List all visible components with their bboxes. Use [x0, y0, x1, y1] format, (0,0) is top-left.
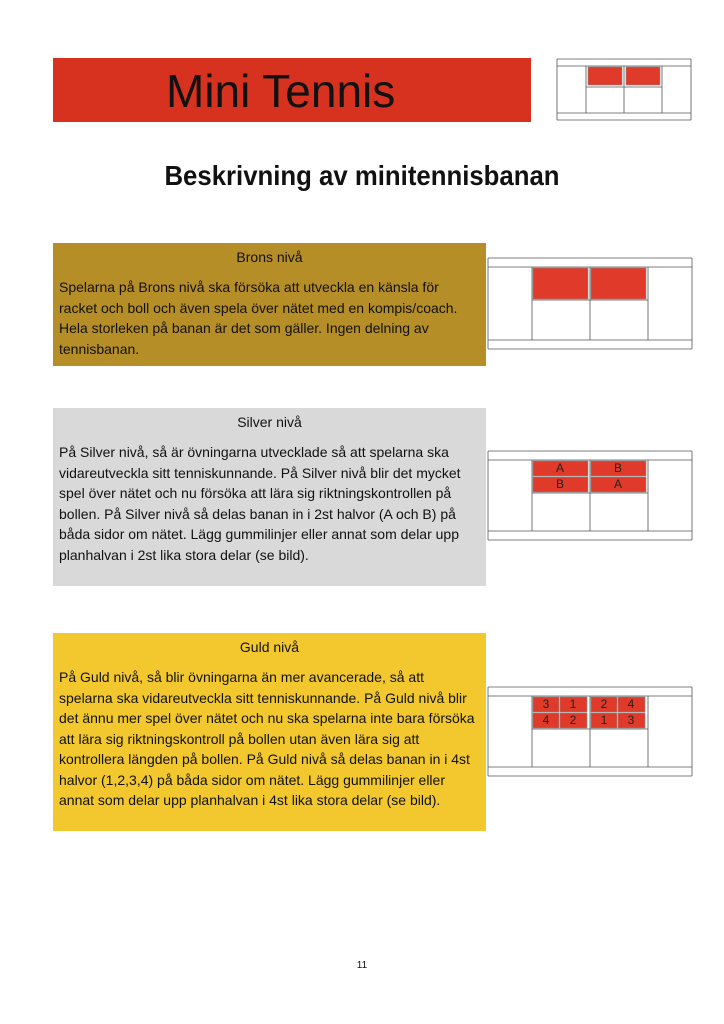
court-zone-label: 3: [627, 713, 635, 727]
court-zone-label: 1: [569, 697, 577, 711]
court-zone-label: B: [613, 461, 623, 475]
court-zone-label: A: [555, 461, 565, 475]
bronze-level-title: Brons nivå: [236, 249, 303, 265]
silver-level-description: På Silver nivå, så är övningarna utvecklade så att spelarna ska vidareutveckla sitt tenniskunnande. På Silver nivå blir det mycket spel över nätet och nu försöka att lära sig riktningskontrollen på bollen. På Silver nivå så delas banan in i 2st halvor (A och B) på båda sidor om nätet. Lägg gummilinjer eller annat som delar upp planhalvan i 2st lika stora delar (se bild).: [59, 444, 461, 563]
page-number: 11: [356, 960, 368, 971]
tennis-court-icon: [488, 258, 692, 352]
court-diagram-bronze: [488, 258, 692, 352]
court-diagram-header: [557, 59, 691, 121]
tennis-court-icon: [488, 687, 692, 777]
gold-level-title: Guld nivå: [239, 639, 300, 655]
court-zone-label: 4: [542, 713, 550, 727]
title-banner: [53, 58, 531, 122]
court-zone-label: 2: [569, 713, 577, 727]
silver-level-title: Silver nivå: [237, 414, 302, 430]
court-zone-label: 3: [542, 697, 550, 711]
gold-level-description: På Guld nivå, så blir övningarna än mer avancerade, så att spelarna ska vidareutveckla sitt tenniskunnande. På Guld nivå blir det ännu mer spel över nätet och nu ska spelarna inte bara försöka att lära sig riktningskontroll på bollen utan även lära sig att kontrollera längden på bollen. På Guld nivå så delas banan in i 4st halvor (1,2,3,4) på båda sidor om nätet. Lägg gummilinjer eller annat som delar upp planhalvan i 4st lika stora delar (se bild).: [59, 669, 475, 808]
tennis-court-icon: [488, 451, 692, 541]
gold-level-box: [53, 633, 486, 831]
court-diagram-silver: [488, 451, 692, 541]
tennis-court-icon: [557, 59, 691, 121]
court-diagram-gold: [488, 687, 692, 777]
court-zone-label: 4: [627, 697, 635, 711]
bronze-level-description: Spelarna på Brons nivå ska försöka att utveckla en känsla för racket och boll och även spela över nätet med en kompis/coach. Hela storleken på banan är det som gäller. Ingen delning av tennisbanan.: [59, 279, 458, 357]
page-title: Mini Tennis: [166, 65, 396, 117]
court-zone-label: 1: [600, 713, 608, 727]
court-zone-label: B: [555, 477, 565, 491]
bronze-level-box: [53, 243, 486, 366]
court-zone-label: 2: [600, 697, 608, 711]
page-heading: Beskrivning av minitennisbanan: [164, 160, 560, 191]
silver-level-box: [53, 408, 486, 586]
court-zone-label: A: [613, 477, 623, 491]
